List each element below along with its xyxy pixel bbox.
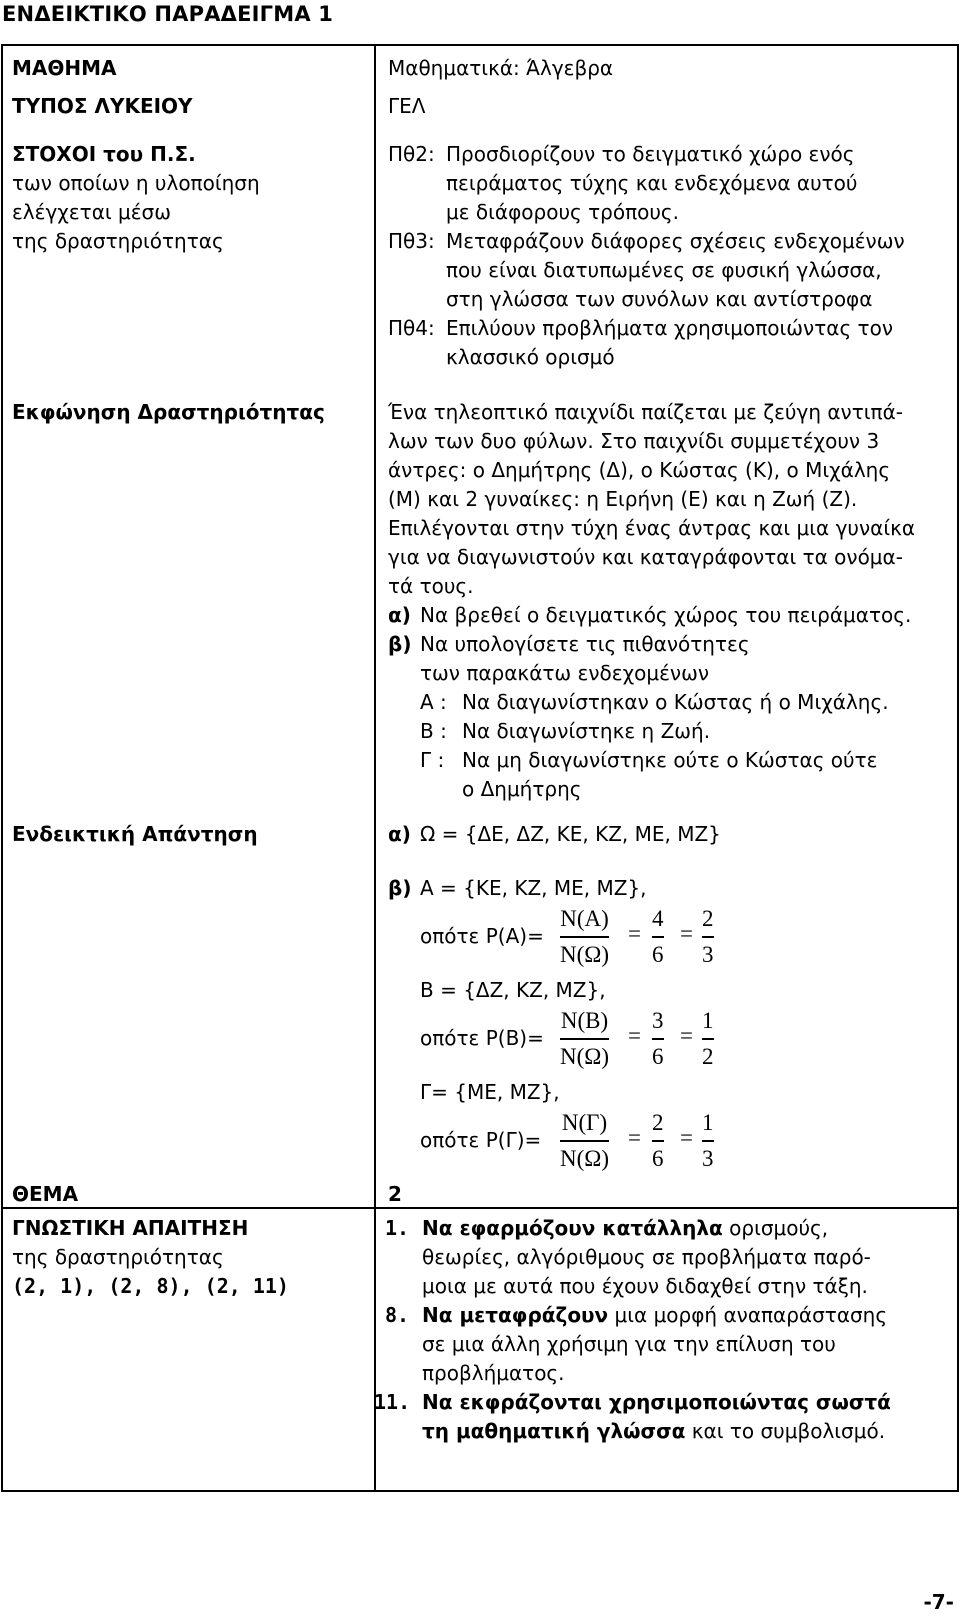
requirement-rest: ορισμούς, xyxy=(722,1216,829,1240)
requirement-bold: Να εφαρμόζουν κατάλληλα xyxy=(422,1216,723,1240)
requirement-text: θεωρίες, αλγόριθμους σε προβλήματα παρό- xyxy=(422,1245,871,1269)
requirement-text xyxy=(422,1301,887,1330)
denominator: 2 xyxy=(702,1043,714,1069)
event-text: Να διαγωνίστηκε η Ζωή. xyxy=(462,719,711,743)
activity-line: Επιλέγονται στην τύχη ένας άντρας και μια γυναίκα xyxy=(388,516,916,540)
requirement-bold: Να μεταφράζουν xyxy=(422,1303,609,1327)
school-type-label: ΤΥΠΟΣ ΛΥΚΕΙΟΥ xyxy=(12,94,193,118)
activity-line: (Μ) και 2 γυναίκες: η Ειρήνη (Ε) και η Ζωή (Ζ). xyxy=(388,487,858,511)
equals-sign: = xyxy=(628,1023,641,1048)
denominator: N(Ω) xyxy=(560,1145,610,1171)
activity-line: λων των δυο φύλων. Στο παιχνίδι συμμετέχουν 3 xyxy=(388,429,880,453)
denominator: 3 xyxy=(702,941,714,967)
equals-sign: = xyxy=(628,1125,641,1150)
activity-line: άντρες: ο Δημήτρης (Δ), ο Κώστας (Κ), ο Μιχάλης xyxy=(388,458,891,482)
topic-label: ΘΕΜΑ xyxy=(12,1182,79,1206)
numerator: N(B) xyxy=(560,1008,609,1033)
equals-sign: = xyxy=(680,1023,693,1048)
requirement-text: σε μια άλλη χρήσιμη για την επίλυση του xyxy=(422,1332,836,1356)
prob-a-fraction xyxy=(560,905,609,969)
event-text: Να διαγωνίστηκαν ο Κώστας ή ο Μιχάλης. xyxy=(462,690,889,714)
school-type-value: ΓΕΛ xyxy=(388,94,426,118)
goal-code: Πθ3: xyxy=(388,229,435,253)
topic-value: 2 xyxy=(388,1182,402,1206)
activity-line: Ένα τηλεοπτικό παιχνίδι παίζεται με ζεύγη αντιπά- xyxy=(388,400,903,424)
prob-g-prefix: οπότε Ρ(Γ)= xyxy=(420,1128,542,1152)
prob-a-prefix: οπότε Ρ(Α)= xyxy=(420,924,544,948)
requirement-rest: μια μορφή αναπαράστασης xyxy=(608,1303,888,1327)
event-text: ο Δημήτρης xyxy=(462,777,582,801)
numerator: 1 xyxy=(702,1110,714,1135)
column-divider xyxy=(374,44,376,1492)
event-g-set: Γ= {ΜΕ, ΜΖ}, xyxy=(420,1080,560,1104)
fraction-bar xyxy=(652,936,664,938)
goal-code: Πθ2: xyxy=(388,142,435,166)
denominator: 6 xyxy=(652,941,664,967)
question-a-marker: α) xyxy=(388,603,411,627)
fraction-bar xyxy=(560,1038,609,1040)
goals-label-line: των οποίων η υλοποίηση xyxy=(12,171,260,195)
activity-line: τά τους. xyxy=(388,574,474,598)
row-divider xyxy=(1,1207,959,1209)
numerator: 2 xyxy=(652,1110,664,1135)
numerator: N(Γ) xyxy=(561,1110,608,1135)
numerator: 1 xyxy=(702,1008,714,1033)
fraction-bar xyxy=(702,936,714,938)
fraction-bar xyxy=(652,1140,664,1142)
subject-value: Μαθηματικά: Άλγεβρα xyxy=(388,56,614,80)
requirement-num: 1. xyxy=(385,1216,410,1240)
prob-b-prefix: οπότε Ρ(Β)= xyxy=(420,1026,544,1050)
requirement-num: 8. xyxy=(385,1303,410,1327)
prob-b-fraction-3 xyxy=(702,1007,714,1071)
goal-text: Επιλύουν προβλήματα χρησιμοποιώντας τον xyxy=(446,316,893,340)
activity-label: Εκφώνηση Δραστηριότητας xyxy=(12,400,325,424)
document-heading: ΕΝΔΕΙΚΤΙΚΟ ΠΑΡΑΔΕΙΓΜΑ 1 xyxy=(2,2,334,26)
requirement-text: προβλήματος. xyxy=(422,1361,565,1385)
denominator: 3 xyxy=(702,1145,714,1171)
event-name: Β : xyxy=(420,719,447,743)
denominator: 6 xyxy=(652,1043,664,1069)
requirement-codes: (2, 1), (2, 8), (2, 11) xyxy=(12,1274,289,1298)
subject-label: ΜΑΘΗΜΑ xyxy=(12,56,117,80)
requirement-text: μοια με αυτά που έχουν διδαχθεί στην τάξη. xyxy=(422,1274,868,1298)
activity-line: για να διαγωνιστούν και καταγράφονται τα ονόμα- xyxy=(388,545,903,569)
goal-text: Προσδιορίζουν το δειγματικό χώρο ενός xyxy=(446,142,855,166)
requirement-text xyxy=(422,1214,828,1243)
fraction-bar xyxy=(560,936,609,938)
sample-space: Ω = {ΔΕ, ΔΖ, ΚΕ, ΚΖ, ΜΕ, ΜΖ} xyxy=(420,822,721,846)
equals-sign: = xyxy=(680,1125,693,1150)
requirement-rest: και το συμβολισμό. xyxy=(685,1419,886,1443)
fraction-bar xyxy=(702,1140,714,1142)
event-name: Γ : xyxy=(420,748,445,772)
question-a-text: Να βρεθεί ο δειγματικός χώρος του πειράματος. xyxy=(420,603,912,627)
equals-sign: = xyxy=(628,921,641,946)
denominator: N(Ω) xyxy=(560,1043,610,1069)
goals-label-line: ελέγχεται μέσω xyxy=(12,200,171,224)
prob-a-fraction-2 xyxy=(652,905,664,969)
answer-label: Ενδεικτική Απάντηση xyxy=(12,822,258,846)
question-b-text: των παρακάτω ενδεχομένων xyxy=(420,661,709,685)
goal-text: κλασσικό ορισμό xyxy=(446,345,615,369)
prob-g-fraction-3 xyxy=(702,1109,714,1173)
fraction-bar xyxy=(560,1140,609,1142)
numerator: 2 xyxy=(702,906,714,931)
requirement-label: ΓΝΩΣΤΙΚΗ ΑΠΑΙΤΗΣΗ xyxy=(12,1216,249,1240)
goals-label: ΣΤΟΧΟΙ του Π.Σ. xyxy=(12,142,196,166)
prob-b-fraction xyxy=(560,1007,609,1071)
fraction-bar xyxy=(652,1038,664,1040)
goal-text: Μεταφράζουν διάφορες σχέσεις ενδεχομένων xyxy=(446,229,905,253)
prob-g-fraction-2 xyxy=(652,1109,664,1173)
goal-text: στη γλώσσα των συνόλων και αντίστροφα xyxy=(446,287,873,311)
answer-a-marker: α) xyxy=(388,822,411,846)
requirement-text xyxy=(422,1417,885,1446)
equals-sign: = xyxy=(680,921,693,946)
goal-text: πειράματος τύχης και ενδεχόμενα αυτού xyxy=(446,171,858,195)
requirement-num: 11. xyxy=(374,1390,411,1414)
goal-code: Πθ4: xyxy=(388,316,435,340)
prob-a-denominator: N(Ω) xyxy=(560,941,610,967)
numerator: 4 xyxy=(652,906,664,931)
goals-label-line: της δραστηριότητας xyxy=(12,229,224,253)
prob-b-fraction-2 xyxy=(652,1007,664,1071)
event-text: Να μη διαγωνίστηκε ούτε ο Κώστας ούτε xyxy=(462,748,878,772)
event-name: Α : xyxy=(420,690,447,714)
page-number: -7- xyxy=(923,1590,954,1614)
requirement-sub: της δραστηριότητας xyxy=(12,1245,224,1269)
denominator: 6 xyxy=(652,1145,664,1171)
question-b-marker: β) xyxy=(388,632,412,656)
answer-b-marker: β) xyxy=(388,876,412,900)
event-b-set: Β = {ΔΖ, ΚΖ, ΜΖ}, xyxy=(420,978,606,1002)
goal-text: με διάφορους τρόπους. xyxy=(446,200,680,224)
requirement-bold: Να εκφράζονται χρησιμοποιώντας σωστά xyxy=(422,1390,891,1414)
question-b-text: Να υπολογίσετε τις πιθανότητες xyxy=(420,632,750,656)
event-a-set: Α = {ΚΕ, ΚΖ, ΜΕ, ΜΖ}, xyxy=(420,876,647,900)
goal-text: που είναι διατυπωμένες σε φυσική γλώσσα, xyxy=(446,258,882,282)
prob-a-numerator: N(A) xyxy=(560,906,609,931)
requirement-bold: τη μαθηματική γλώσσα xyxy=(422,1419,686,1443)
prob-a-fraction-3 xyxy=(702,905,714,969)
numerator: 3 xyxy=(652,1008,664,1033)
requirement-text xyxy=(422,1388,891,1417)
fraction-bar xyxy=(702,1038,714,1040)
prob-g-fraction xyxy=(560,1109,609,1173)
